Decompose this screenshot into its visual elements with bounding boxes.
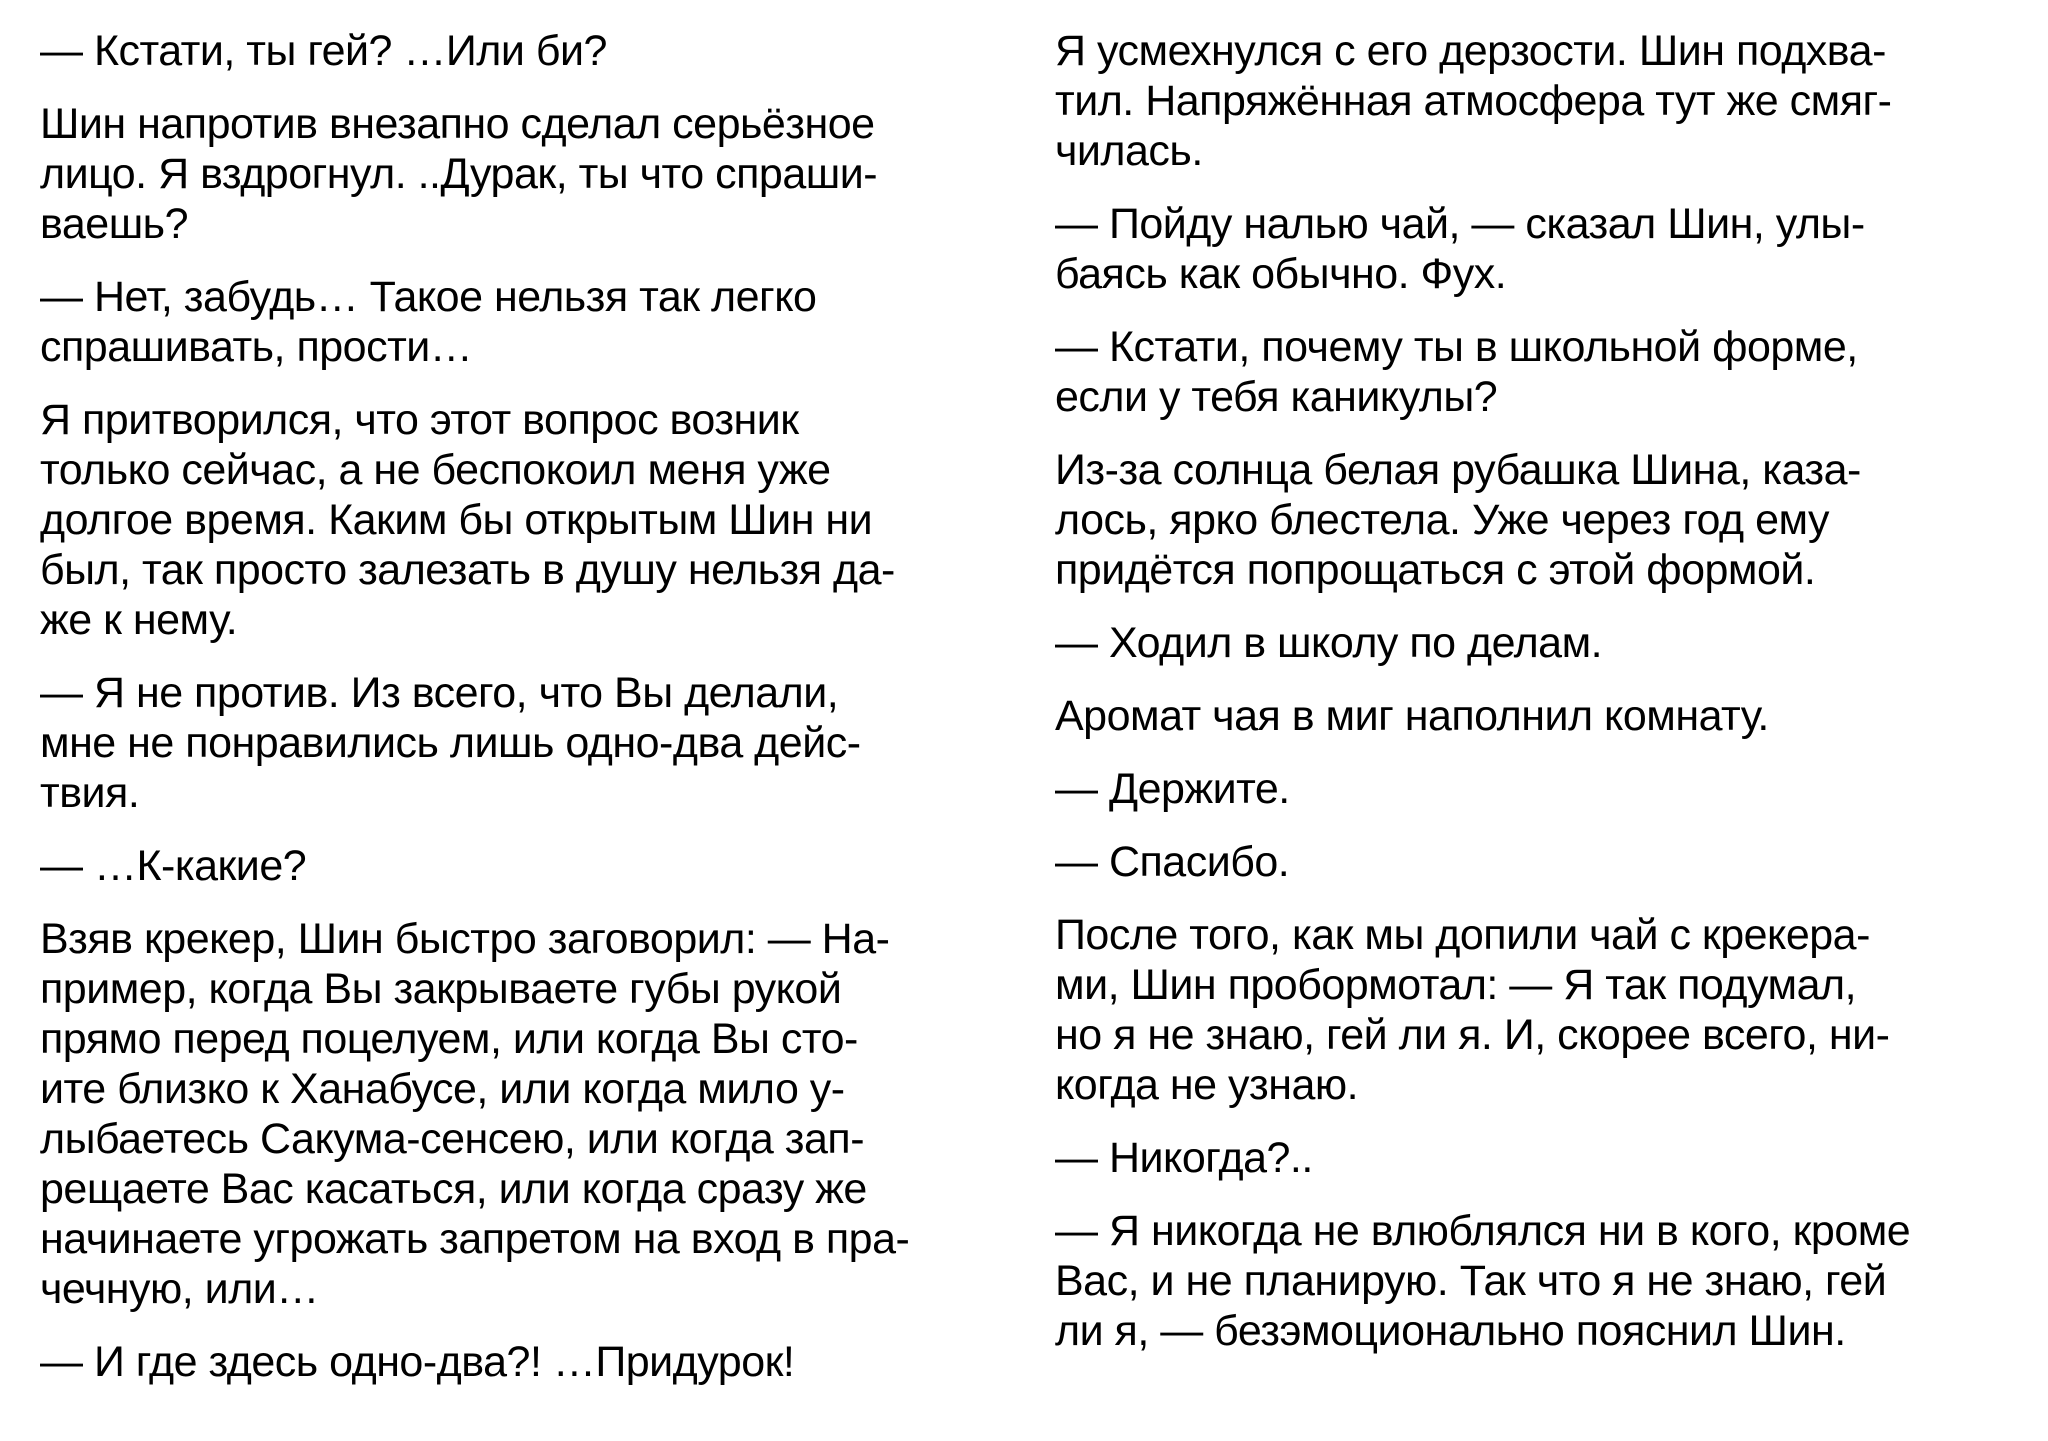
text-line: Шин напротив внезапно сделал серьёзное [40, 100, 875, 148]
text-line: Вас, и не планирую. Так что я не знаю, гей [1055, 1257, 1887, 1305]
paragraph [1055, 691, 2015, 741]
text-line: После того, как мы допили чай с крекера- [1055, 911, 1870, 959]
text-line: Аромат чая в миг наполнил комнату. [1055, 692, 1769, 740]
text-line: — Спасибо. [1055, 838, 1290, 886]
text-line: Из-за солнца белая рубашка Шина, каза- [1055, 446, 1861, 494]
paragraph [1055, 764, 2015, 814]
text-line: — Нет, забудь… Такое нельзя так легко [40, 273, 817, 321]
text-line: если у тебя каникулы? [1055, 373, 1498, 421]
text-line: долгое время. Каким бы открытым Шин ни [40, 496, 873, 544]
paragraph [1055, 618, 2015, 668]
paragraph [40, 668, 1000, 818]
text-line: тил. Напряжённая атмосфера тут же смяг- [1055, 77, 1892, 125]
text-line: баясь как обычно. Фух. [1055, 250, 1507, 298]
text-line: лицо. Я вздрогнул. ..Дурак, ты что спраши- [40, 150, 878, 198]
paragraph [1055, 1206, 2015, 1356]
text-line: — Кстати, почему ты в школьной форме, [1055, 323, 1858, 371]
text-line: Я притворился, что этот вопрос возник [40, 396, 799, 444]
text-line: ли я, — безэмоционально пояснил Шин. [1055, 1307, 1846, 1355]
text-line: мне не понравились лишь одно-два дейс- [40, 719, 861, 767]
paragraph [40, 914, 1000, 1314]
text-line: ваешь? [40, 200, 189, 248]
text-column-right [1055, 26, 2015, 1379]
text-line: Я усмехнулся с его дерзости. Шин подхва- [1055, 27, 1886, 75]
text-line: Взяв крекер, Шин быстро заговорил: — На- [40, 915, 890, 963]
text-line: — Я не против. Из всего, что Вы делали, [40, 669, 839, 717]
text-line: — …К-какие? [40, 842, 307, 890]
paragraph [1055, 910, 2015, 1110]
paragraph [1055, 445, 2015, 595]
text-line: ми, Шин пробормотал: — Я так подумал, [1055, 961, 1857, 1009]
text-line: прямо перед поцелуем, или когда Вы сто- [40, 1015, 858, 1063]
text-line: твия. [40, 769, 140, 817]
text-line: ите близко к Ханабусе, или когда мило у- [40, 1065, 845, 1113]
text-line: чечную, или… [40, 1265, 319, 1313]
paragraph [1055, 199, 2015, 299]
text-line: чилась. [1055, 127, 1203, 175]
paragraph [1055, 1133, 2015, 1183]
paragraph [40, 841, 1000, 891]
text-line: когда не узнаю. [1055, 1061, 1359, 1109]
text-line: лыбаетесь Сакума-сенсею, или когда зап- [40, 1115, 865, 1163]
paragraph [40, 1337, 1000, 1387]
text-line: рещаете Вас касаться, или когда сразу же [40, 1165, 867, 1213]
text-line: лось, ярко блестела. Уже через год ему [1055, 496, 1830, 544]
text-line: — И где здесь одно-два?! …Придурок! [40, 1338, 795, 1386]
text-line: только сейчас, а не беспокоил меня уже [40, 446, 831, 494]
paragraph [1055, 322, 2015, 422]
text-line: пример, когда Вы закрываете губы рукой [40, 965, 842, 1013]
text-line: был, так просто залезать в душу нельзя да- [40, 546, 895, 594]
text-line: придётся попрощаться с этой формой. [1055, 546, 1816, 594]
text-line: — Я никогда не влюблялся ни в кого, кроме [1055, 1207, 1911, 1255]
paragraph [40, 272, 1000, 372]
paragraph [1055, 26, 2015, 176]
text-line: — Держите. [1055, 765, 1290, 813]
text-line: — Ходил в школу по делам. [1055, 619, 1603, 667]
text-line: же к нему. [40, 596, 238, 644]
paragraph [40, 99, 1000, 249]
text-line: — Кстати, ты гей? …Или би? [40, 27, 607, 75]
text-column-left [40, 26, 1000, 1410]
text-line: — Никогда?.. [1055, 1134, 1313, 1182]
text-line: спрашивать, прости… [40, 323, 473, 371]
text-line: но я не знаю, гей ли я. И, скорее всего, ни- [1055, 1011, 1890, 1059]
text-line: — Пойду налью чай, — сказал Шин, улы- [1055, 200, 1865, 248]
text-line: начинаете угрожать запретом на вход в пра- [40, 1215, 910, 1263]
paragraph [1055, 837, 2015, 887]
paragraph [40, 395, 1000, 645]
paragraph [40, 26, 1000, 76]
